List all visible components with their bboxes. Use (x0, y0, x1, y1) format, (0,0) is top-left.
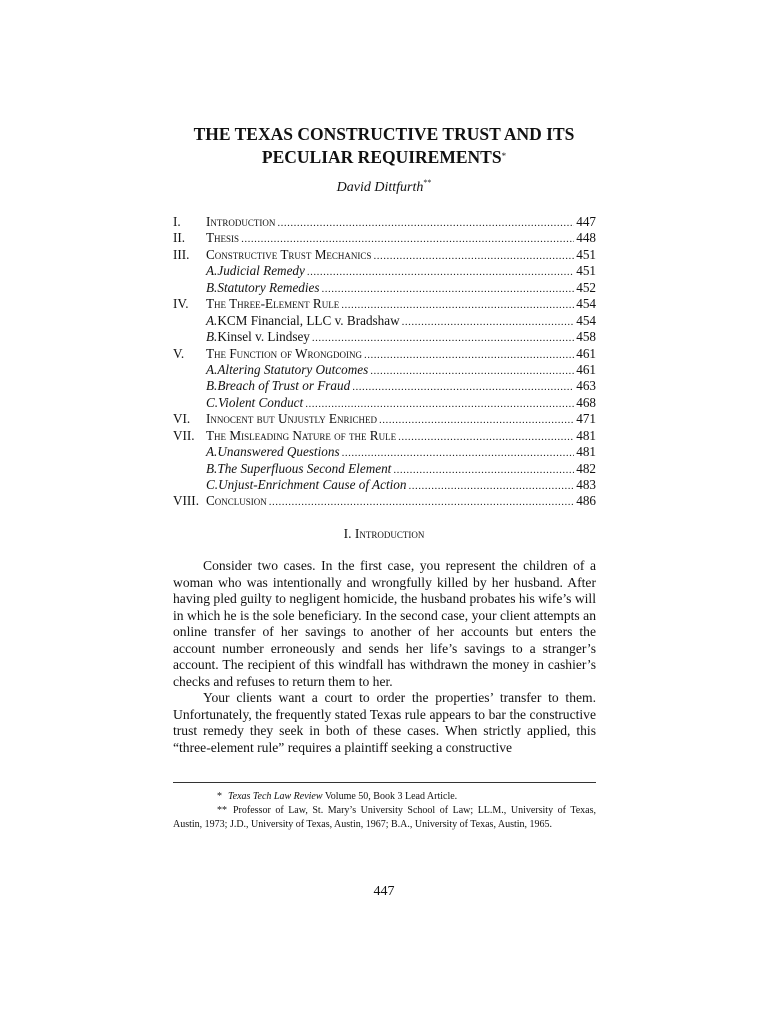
toc-entry-page: 471 (576, 411, 596, 427)
toc-entry (173, 346, 596, 362)
toc-entry-title: Conclusion (206, 493, 267, 509)
toc-dot-leader (352, 379, 574, 395)
toc-dot-leader (322, 281, 575, 297)
title-line-1: THE TEXAS CONSTRUCTIVE TRUST AND ITS (193, 124, 575, 144)
toc-entry-title: Kinsel v. Lindsey (217, 329, 310, 345)
toc-entry-body (206, 461, 596, 478)
toc-entry-body (206, 477, 596, 494)
author-footnote-mark: ** (423, 178, 432, 187)
toc-entry-letter: A. (206, 361, 218, 377)
toc-entry (173, 493, 596, 509)
toc-dot-leader (277, 215, 574, 231)
toc-entry-title: Violent Conduct (218, 394, 304, 410)
toc-dot-leader (364, 347, 574, 363)
toc-dot-leader (370, 363, 574, 379)
toc-entry-letter: A. (206, 444, 218, 460)
toc-entry-number: VII. (173, 427, 195, 443)
toc-entry-letter: B. (206, 279, 218, 295)
footnote-2 (173, 804, 596, 832)
toc-entry-title: Innocent but Unjustly Enriched (206, 411, 377, 427)
toc-entry-page: 483 (576, 477, 596, 492)
toc-dot-leader (379, 412, 574, 428)
toc-entry (173, 477, 596, 493)
toc-entry-letter: A. (206, 312, 218, 328)
toc-entry-title: Introduction (206, 214, 276, 229)
toc-entry-page: 468 (576, 394, 596, 410)
toc-dot-leader (393, 462, 574, 478)
toc-dot-leader (373, 248, 574, 264)
toc-entry-letter: C. (206, 394, 219, 410)
toc-entry-number: VIII. (173, 493, 199, 509)
toc-entry-page: 447 (576, 214, 596, 229)
toc-entry-body (206, 280, 596, 297)
toc-entry (173, 247, 596, 263)
toc-entry-page: 481 (576, 444, 596, 460)
toc-entry-number: IV. (173, 296, 189, 312)
toc-entry-page: 461 (576, 345, 596, 361)
toc-entry-title: The Misleading Nature of the Rule (206, 427, 397, 443)
footnotes (173, 790, 596, 832)
toc-entry-title: Thesis (206, 230, 240, 246)
toc-entry-number: VI. (173, 411, 191, 427)
toc-entry-title: Judicial Remedy (217, 263, 305, 279)
toc-entry-title: Altering Statutory Outcomes (217, 361, 369, 377)
toc-entry-body (206, 378, 596, 395)
toc-entry-page: 452 (576, 279, 596, 295)
toc-entry (173, 263, 596, 279)
toc-entry-title: Constructive Trust Mechanics (206, 246, 372, 262)
toc-entry (173, 444, 596, 460)
toc-entry-page: 461 (576, 361, 596, 377)
author-line (150, 180, 618, 196)
toc-entry (173, 280, 596, 296)
toc-entry (173, 329, 596, 345)
toc-entry-body (206, 313, 596, 330)
toc-entry-page: 451 (576, 263, 596, 279)
footnote-1-journal: Texas Tech Law Review (228, 791, 323, 802)
table-of-contents (173, 214, 596, 510)
toc-entry-body (206, 263, 596, 280)
toc-entry-page: 454 (576, 312, 596, 328)
footnote-divider (173, 782, 596, 783)
toc-dot-leader (241, 231, 574, 247)
toc-entry-body (206, 346, 596, 363)
toc-entry (173, 296, 596, 312)
toc-entry-letter: B. (206, 329, 218, 345)
title-footnote-mark: * (501, 151, 507, 161)
toc-entry (173, 230, 596, 246)
toc-entry-letter: B. (206, 378, 218, 394)
toc-entry-page: 458 (576, 329, 596, 345)
toc-entry-page: 451 (576, 246, 596, 262)
toc-entry (173, 313, 596, 329)
toc-dot-leader (409, 478, 575, 494)
toc-entry-body (206, 428, 596, 445)
toc-entry-body (206, 362, 596, 379)
footnote-2-mark: ** (217, 805, 227, 816)
footnote-1-mark: * (217, 791, 222, 802)
toc-entry-title: The Superfluous Second Element (217, 460, 392, 476)
toc-dot-leader (312, 330, 574, 346)
toc-entry (173, 428, 596, 444)
footnote-1 (173, 790, 596, 804)
body-text (173, 558, 596, 756)
toc-entry-body (206, 411, 596, 428)
section-heading: I. Introduction (343, 526, 425, 541)
toc-entry-title: The Function of Wrongdoing (206, 345, 362, 361)
toc-entry-body (206, 493, 596, 510)
toc-entry-page: 486 (576, 493, 596, 509)
toc-dot-leader (398, 429, 574, 445)
toc-entry-page: 482 (576, 460, 596, 476)
toc-entry (173, 214, 596, 230)
toc-entry-body (206, 296, 596, 313)
toc-entry-title: Unanswered Questions (217, 444, 340, 460)
toc-entry-title: The Three-Element Rule (206, 296, 340, 312)
toc-entry-page: 463 (576, 378, 596, 394)
toc-entry-letter: C. (206, 477, 219, 492)
toc-entry-page: 448 (576, 230, 596, 246)
toc-entry-body (206, 247, 596, 264)
toc-entry-number: V. (173, 345, 185, 361)
toc-dot-leader (342, 445, 575, 461)
toc-entry-letter: B. (206, 460, 218, 476)
toc-entry-title: KCM Financial, LLC v. Bradshaw (217, 312, 400, 328)
page-number: 447 (373, 884, 395, 899)
toc-dot-leader (269, 494, 574, 510)
title-line-2: PECULIAR REQUIREMENTS* (261, 147, 507, 167)
author-name: David Dittfurth (336, 180, 424, 195)
footnote-1-text: Volume 50, Book 3 Lead Article. (322, 791, 458, 802)
toc-entry-body (206, 444, 596, 461)
footnote-2-text: Professor of Law, St. Mary’s University School of Law; LL.M., University of Texas, Austin, 1973; J.D., University of Texas, Austin, 1967; B.A., University of Texas, Austin, 1965. (173, 805, 596, 830)
toc-entry-title: Breach of Trust or Fraud (217, 378, 351, 394)
toc-entry (173, 378, 596, 394)
toc-dot-leader (402, 314, 575, 330)
toc-entry-number: I. (173, 214, 181, 229)
paragraph-2: Your clients want a court to order the properties’ transfer to them. Unfortunately, the frequently stated Texas rule appears to bar the constructive trust remedy they seek in both of these cases. When strictly applied, this “three-element rule” requires a plaintiff seeking a constructive (173, 690, 596, 755)
toc-entry (173, 411, 596, 427)
toc-entry-number: III. (173, 246, 190, 262)
toc-dot-leader (305, 396, 574, 412)
toc-entry-body (206, 214, 596, 231)
toc-dot-leader (341, 297, 574, 313)
toc-entry-letter: A. (206, 263, 218, 279)
toc-entry-body (206, 230, 596, 247)
toc-entry-title: Statutory Remedies (217, 279, 320, 295)
toc-entry-page: 454 (576, 296, 596, 312)
toc-entry-title: Unjust-Enrichment Cause of Action (218, 477, 407, 492)
toc-entry-number: II. (173, 230, 186, 246)
toc-entry (173, 395, 596, 411)
paragraph-1: Consider two cases. In the first case, you represent the children of a woman who was intentionally and wrongfully killed by her husband. After having pled guilty to negligent homicide, the husband probates his wife’s will in which he is the sole beneficiary. In the second case, your client attempts an online transfer of her savings to another of her accounts but enters the account number erroneously and sends her life’s savings to a stranger’s account. The recipient of this windfall has withdrawn the money in cashier’s checks and refuses to return them to her. (173, 558, 596, 689)
toc-entry-body (206, 329, 596, 346)
article-title (150, 123, 618, 169)
toc-entry (173, 461, 596, 477)
toc-entry-body (206, 395, 596, 412)
toc-entry-page: 481 (576, 427, 596, 443)
toc-dot-leader (307, 264, 574, 280)
toc-entry (173, 362, 596, 378)
